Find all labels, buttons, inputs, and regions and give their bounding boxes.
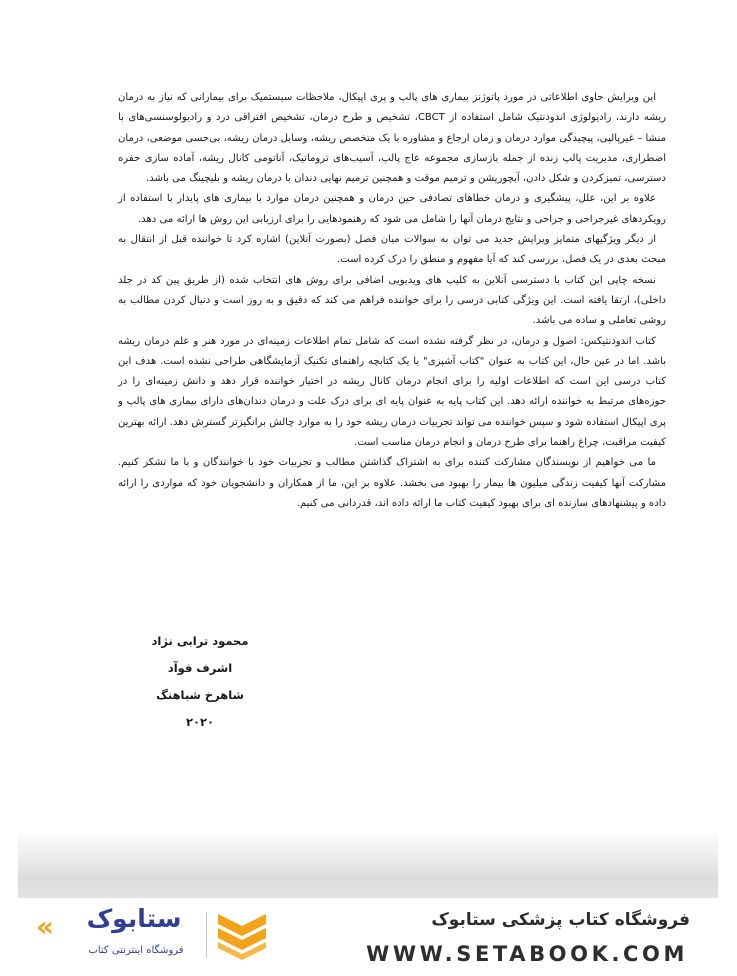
author-name: محمود ترابی نژاد <box>151 634 249 648</box>
logo-divider <box>206 912 207 958</box>
double-chevron-icon: « <box>36 910 55 943</box>
paragraph: این ویرایش حاوی اطلاعاتی در مورد پاتوژنز بیماری های پالپ و پری اپیکال، ملاحظات سیستمیک برای بیمارانی که نیاز به درمان ریشه دارند، رادیولوژی اندودنتیک شامل استفاده از CBCT، تشخیص و طرح درمان، تشخیص افتراقی درد و رادیولوسنسی‌های با منشا – غیرپالپی، پیچیدگی موارد درمان و زمان ارجاع و مشاوره با یک متخصص ریشه، وسایل درمان ریشه، بی‌حسی موضعی، درمان اضطراری، مدیریت پالپ زنده از جمله بازسازی مجموعه عاج پالپ، آسیب‌های تروماتیک، آناتومی کانال ریشه، آماده سازی حفره دسترسی، تمیزکردن و شکل دادن، آبچوریشن و ترمیم موقت و همچنین ترمیم نهایی دندان با درمان ریشه و بلیچینگ می باشد. <box>118 92 666 185</box>
paragraph: علاوه بر این، علل، پیشگیری و درمان خطاهای تصادفی حین درمان و همچنین درمان موارد با بیماری های پایدار با استفاده از رویکردهای غیرجراحی و جراحی و نتایج درمان آنها را شامل می شود که رهنمودهایی را برای ارزیابی این روش ها ارائه می دهد. <box>118 193 666 225</box>
brand-logo-text: ستابوک <box>86 904 182 933</box>
preface-text <box>118 88 666 514</box>
store-url-link[interactable]: WWW.SETABOOK.COM <box>366 942 688 966</box>
store-footer-banner <box>18 898 718 976</box>
brand-tagline: فروشگاه اینترنتی کتاب <box>88 945 184 956</box>
book-chevron-icon <box>214 910 270 964</box>
author-name: اشرف فوآد <box>167 661 233 675</box>
publication-year: ۲۰۲۰ <box>185 715 215 729</box>
page-shadow <box>18 830 718 900</box>
paragraph: نسخه چاپی این کتاب با دسترسی آنلاین به کلیپ های ویدیویی اضافی برای روش های انتخاب شده (از طریق پین کد در جلد داخلی)، ارتقا یافته است. این ویژگی کتابی درسی را برای خواننده فراهم می کند که دقیق و به روز است و دنبال کردن مطالب به روشی تعاملی و ساده می باشد. <box>118 274 666 327</box>
paragraph: ما می خواهیم از نویسندگان مشارکت کننده برای به اشتراک گذاشتن مطالب و تجربیات خود با خوانندگان و با ما تشکر کنیم. مشارکت آنها کیفیت زندگی میلیون ها بیمار را بهبود می بخشد. علاوه بر این، ما از همکاران و دانشجویان خود که مواردی را ارائه داده و پیشنهادهای سازنده ای برای بهبود کیفیت کتاب ما ارائه داده اند، قدردانی می کنیم. <box>118 457 666 509</box>
store-name: فروشگاه کتاب پزشکی ستابوک <box>431 910 690 930</box>
paragraph: کتاب اندودنتیکس: اصول و درمان، در نظر گرفته نشده است که شامل تمام اطلاعات زمینه‌ای در مورد هنر و علم درمان ریشه باشد. اما در عین حال، این کتاب به عنوان "کتاب آشپزی" یا یک کتابچه راهنمای تکنیک آزمایشگاهی طراحی نشده است. هدف این کتاب درسی این است که اطلاعات اولیه را برای انجام درمان کانال ریشه در اختیار خواننده قرار دهد و دانش زمینه‌ای را در حوزه‌های مرتبط به خواننده ارائه دهد. این کتاب پایه به عنوان پایه ای برای درک علت و درمان دندان‌های دارای بیماری های پالپ و پری اپیکال استفاده شود و سپس خواننده می تواند تجربیات درمان ریشه خود را به موارد چالش برانگیزتر گسترش دهد. ارائه بهترین کیفیت مراقبت، چراغ راهنما برای طرح درمان و انجام درمان مناسب است. <box>118 335 666 449</box>
author-name: شاهرخ شباهنگ <box>156 688 244 702</box>
paragraph: از دیگر ویژگیهای متمایز ویرایش جدید می توان به سوالات میان فصل (بصورت آنلاین) اشاره کرد تا خواننده قبل از انتقال به مبحث بعدی در یک فصل، بررسی کند که آیا مفهوم و منطق را درک کرده است. <box>118 234 666 266</box>
author-signatures <box>150 628 250 736</box>
